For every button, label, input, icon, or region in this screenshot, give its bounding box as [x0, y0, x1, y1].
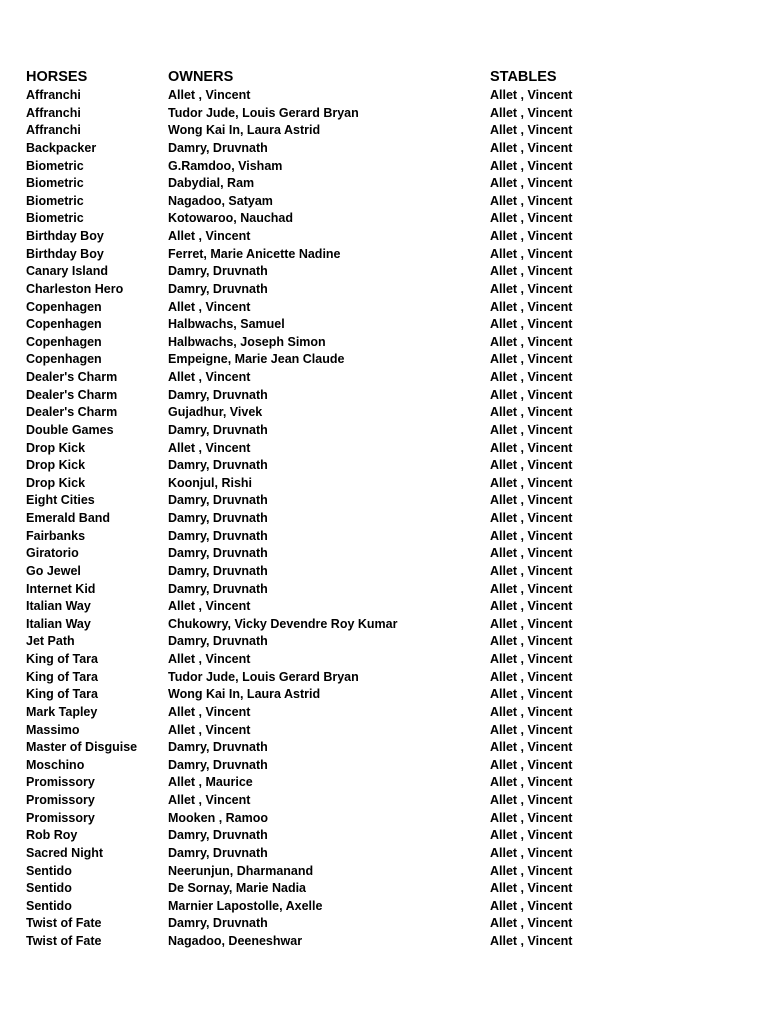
table-row	[26, 686, 746, 704]
table-row	[26, 598, 746, 616]
owner-cell: Allet , Vincent	[168, 229, 251, 243]
stable-cell: Allet , Vincent	[490, 634, 573, 649]
stable-cell: Allet , Vincent	[490, 493, 573, 508]
horse-cell: Birthday Boy	[26, 229, 104, 243]
owner-cell: Empeigne, Marie Jean Claude	[168, 352, 345, 367]
horses-column-header: HORSES	[26, 69, 88, 85]
owner-cell: Chukowry, Vicky Devendre Roy Kumar	[168, 616, 398, 631]
table-row	[26, 510, 746, 528]
owner-cell: Damry, Druvnath	[168, 563, 268, 578]
table-row	[26, 774, 746, 792]
stable-cell: Allet , Vincent	[490, 299, 573, 314]
horse-cell: Copenhagen	[26, 317, 102, 332]
horse-cell: Biometric	[26, 158, 84, 173]
stable-cell: Allet , Vincent	[490, 722, 573, 737]
stable-cell: Allet , Vincent	[490, 246, 573, 261]
owner-cell: Damry, Druvnath	[168, 757, 268, 772]
horse-cell: Italian Way	[26, 616, 91, 631]
owner-cell: Allet , Vincent	[168, 440, 251, 455]
owner-cell: Damry, Druvnath	[168, 458, 268, 473]
table-row	[26, 933, 746, 951]
horse-cell: Copenhagen	[26, 352, 102, 367]
table-row	[26, 228, 746, 246]
owner-cell: Damry, Druvnath	[168, 387, 268, 402]
owner-cell: Marnier Lapostolle, Axelle	[168, 898, 323, 913]
table-row	[26, 87, 746, 105]
owner-cell: Allet , Vincent	[168, 793, 251, 807]
owner-cell: Tudor Jude, Louis Gerard Bryan	[168, 669, 359, 684]
table-row	[26, 263, 746, 281]
stable-cell: Allet , Vincent	[490, 810, 573, 825]
stable-cell: Allet , Vincent	[490, 475, 573, 490]
horse-cell: Promissory	[26, 793, 95, 807]
stable-cell: Allet , Vincent	[490, 652, 573, 666]
horse-cell: Affranchi	[26, 88, 81, 102]
stable-cell: Allet , Vincent	[490, 88, 573, 102]
horse-cell: Sentido	[26, 881, 72, 896]
stable-cell: Allet , Vincent	[490, 934, 573, 948]
stable-cell: Allet , Vincent	[490, 334, 573, 349]
horse-cell: Affranchi	[26, 105, 81, 120]
stable-cell: Allet , Vincent	[490, 881, 573, 896]
horse-cell: Copenhagen	[26, 334, 102, 349]
owner-cell: Halbwachs, Samuel	[168, 317, 285, 332]
stable-cell: Allet , Vincent	[490, 123, 573, 138]
table-row	[26, 651, 746, 669]
owner-cell: Damry, Druvnath	[168, 140, 268, 155]
table-row	[26, 528, 746, 546]
table-row	[26, 863, 746, 881]
horse-cell: Birthday Boy	[26, 246, 104, 261]
owner-cell: Nagadoo, Deeneshwar	[168, 934, 303, 948]
owner-cell: Allet , Vincent	[168, 652, 251, 666]
stable-cell: Allet , Vincent	[490, 405, 573, 420]
table-row	[26, 616, 746, 634]
stable-cell: Allet , Vincent	[490, 229, 573, 243]
horse-cell: Drop Kick	[26, 440, 86, 455]
table-row	[26, 739, 746, 757]
table-row	[26, 193, 746, 211]
table-row	[26, 827, 746, 845]
horse-cell: Dealer's Charm	[26, 370, 118, 384]
stable-cell: Allet , Vincent	[490, 458, 573, 473]
table-body	[26, 87, 746, 951]
owner-cell: Damry, Druvnath	[168, 845, 268, 860]
table-row	[26, 880, 746, 898]
horse-cell: Promissory	[26, 810, 95, 825]
stable-cell: Allet , Vincent	[490, 757, 573, 772]
stable-cell: Allet , Vincent	[490, 317, 573, 332]
table-row	[26, 351, 746, 369]
stable-cell: Allet , Vincent	[490, 616, 573, 631]
stable-cell: Allet , Vincent	[490, 370, 573, 384]
horse-cell: Twist of Fate	[26, 934, 102, 948]
stable-cell: Allet , Vincent	[490, 281, 573, 296]
stable-cell: Allet , Vincent	[490, 176, 573, 191]
owner-cell: Damry, Druvnath	[168, 281, 268, 296]
owner-cell: Damry, Druvnath	[168, 740, 268, 755]
horse-cell: Sentido	[26, 898, 72, 913]
table-row	[26, 175, 746, 193]
owner-cell: Damry, Druvnath	[168, 634, 268, 649]
owner-cell: Allet , Maurice	[168, 775, 253, 790]
stable-cell: Allet , Vincent	[490, 105, 573, 120]
table-row	[26, 316, 746, 334]
stable-cell: Allet , Vincent	[490, 916, 573, 931]
stable-cell: Allet , Vincent	[490, 898, 573, 913]
stable-cell: Allet , Vincent	[490, 422, 573, 437]
horse-cell: Mark Tapley	[26, 704, 98, 719]
stable-cell: Allet , Vincent	[490, 563, 573, 578]
horse-cell: Emerald Band	[26, 511, 111, 525]
stable-cell: Allet , Vincent	[490, 740, 573, 755]
horse-cell: Double Games	[26, 422, 114, 437]
stable-cell: Allet , Vincent	[490, 704, 573, 719]
table-row	[26, 369, 746, 387]
horse-cell: Jet Path	[26, 634, 75, 649]
table-row	[26, 704, 746, 722]
table-row	[26, 281, 746, 299]
owner-cell: Dabydial, Ram	[168, 176, 255, 191]
owner-cell: Allet , Vincent	[168, 370, 251, 384]
owner-cell: Tudor Jude, Louis Gerard Bryan	[168, 105, 359, 120]
stable-cell: Allet , Vincent	[490, 511, 573, 525]
stable-cell: Allet , Vincent	[490, 845, 573, 860]
owner-cell: Damry, Druvnath	[168, 422, 268, 437]
owner-cell: Wong Kai In, Laura Astrid	[168, 687, 321, 702]
table-row	[26, 563, 746, 581]
table-row	[26, 545, 746, 563]
horse-cell: Moschino	[26, 757, 85, 772]
horse-cell: King of Tara	[26, 669, 98, 684]
table-row	[26, 475, 746, 493]
table-row	[26, 404, 746, 422]
stable-cell: Allet , Vincent	[490, 669, 573, 684]
owner-cell: Damry, Druvnath	[168, 828, 268, 843]
stable-cell: Allet , Vincent	[490, 863, 573, 878]
stable-cell: Allet , Vincent	[490, 581, 573, 596]
table-row	[26, 140, 746, 158]
owner-cell: Ferret, Marie Anicette Nadine	[168, 246, 341, 261]
horse-cell: Biometric	[26, 193, 84, 208]
table-row	[26, 581, 746, 599]
owner-cell: Damry, Druvnath	[168, 264, 268, 279]
table-row	[26, 792, 746, 810]
stable-cell: Allet , Vincent	[490, 599, 573, 614]
horse-cell: Internet Kid	[26, 581, 96, 596]
horse-cell: Affranchi	[26, 123, 81, 138]
table-row	[26, 210, 746, 228]
stable-cell: Allet , Vincent	[490, 264, 573, 279]
table-row	[26, 633, 746, 651]
owner-cell: Gujadhur, Vivek	[168, 405, 263, 420]
table-row	[26, 457, 746, 475]
table-row	[26, 122, 746, 140]
horse-cell: Giratorio	[26, 546, 79, 561]
owner-cell: Allet , Vincent	[168, 299, 251, 314]
horse-cell: Charleston Hero	[26, 281, 124, 296]
table-row	[26, 299, 746, 317]
table-row	[26, 334, 746, 352]
horse-cell: Canary Island	[26, 264, 108, 279]
stable-cell: Allet , Vincent	[490, 140, 573, 155]
horse-cell: Master of Disguise	[26, 740, 138, 755]
horse-cell: King of Tara	[26, 652, 98, 666]
table-row	[26, 422, 746, 440]
owner-cell: Damry, Druvnath	[168, 581, 268, 596]
owner-cell: Damry, Druvnath	[168, 511, 268, 525]
owner-cell: Neerunjun, Dharmanand	[168, 863, 314, 878]
owners-column-header: OWNERS	[168, 69, 234, 85]
horse-owner-table	[26, 67, 746, 951]
stable-cell: Allet , Vincent	[490, 546, 573, 561]
horse-cell: Twist of Fate	[26, 916, 102, 931]
horse-cell: Eight Cities	[26, 493, 95, 508]
table-row	[26, 158, 746, 176]
stable-cell: Allet , Vincent	[490, 528, 573, 543]
horse-cell: Biometric	[26, 176, 84, 191]
stables-column-header: STABLES	[490, 69, 557, 85]
owner-cell: Mooken , Ramoo	[168, 810, 269, 825]
stable-cell: Allet , Vincent	[490, 193, 573, 208]
owner-cell: Halbwachs, Joseph Simon	[168, 334, 326, 349]
horse-cell: Italian Way	[26, 599, 91, 614]
owner-cell: De Sornay, Marie Nadia	[168, 881, 307, 896]
owner-cell: Damry, Druvnath	[168, 916, 268, 931]
table-row	[26, 898, 746, 916]
owner-cell: Allet , Vincent	[168, 88, 251, 102]
stable-cell: Allet , Vincent	[490, 158, 573, 173]
table-row	[26, 845, 746, 863]
table-row	[26, 722, 746, 740]
horse-cell: Drop Kick	[26, 475, 86, 490]
stable-cell: Allet , Vincent	[490, 211, 573, 226]
horse-cell: Rob Roy	[26, 828, 78, 843]
stable-cell: Allet , Vincent	[490, 687, 573, 702]
table-row	[26, 669, 746, 687]
owner-cell: Damry, Druvnath	[168, 546, 268, 561]
stable-cell: Allet , Vincent	[490, 775, 573, 790]
horse-cell: Biometric	[26, 211, 84, 226]
horse-cell: Go Jewel	[26, 563, 81, 578]
table-row	[26, 915, 746, 933]
horse-cell: Dealer's Charm	[26, 405, 118, 420]
owner-cell: Damry, Druvnath	[168, 493, 268, 508]
owner-cell: Nagadoo, Satyam	[168, 193, 273, 208]
owner-cell: Allet , Vincent	[168, 599, 251, 614]
owner-cell: Kotowaroo, Nauchad	[168, 211, 294, 226]
stable-cell: Allet , Vincent	[490, 793, 573, 807]
horse-cell: Sentido	[26, 863, 72, 878]
table-row	[26, 810, 746, 828]
owner-cell: Wong Kai In, Laura Astrid	[168, 123, 321, 138]
table-row	[26, 757, 746, 775]
horse-cell: Fairbanks	[26, 528, 86, 543]
owner-cell: G.Ramdoo, Visham	[168, 158, 283, 173]
stable-cell: Allet , Vincent	[490, 352, 573, 367]
owner-cell: Koonjul, Rishi	[168, 475, 253, 490]
horse-cell: Drop Kick	[26, 458, 86, 473]
stable-cell: Allet , Vincent	[490, 387, 573, 402]
horse-cell: Sacred Night	[26, 845, 104, 860]
owner-cell: Allet , Vincent	[168, 722, 251, 737]
horse-cell: King of Tara	[26, 687, 98, 702]
horse-cell: Promissory	[26, 775, 95, 790]
horse-cell: Dealer's Charm	[26, 387, 118, 402]
horse-cell: Backpacker	[26, 140, 97, 155]
table-header-row	[26, 67, 746, 87]
horse-cell: Copenhagen	[26, 299, 102, 314]
table-row	[26, 387, 746, 405]
stable-cell: Allet , Vincent	[490, 440, 573, 455]
stable-cell: Allet , Vincent	[490, 828, 573, 843]
table-row	[26, 246, 746, 264]
owner-cell: Damry, Druvnath	[168, 528, 268, 543]
table-row	[26, 105, 746, 123]
horse-cell: Massimo	[26, 722, 80, 737]
owner-cell: Allet , Vincent	[168, 704, 251, 719]
table-row	[26, 492, 746, 510]
table-row	[26, 440, 746, 458]
